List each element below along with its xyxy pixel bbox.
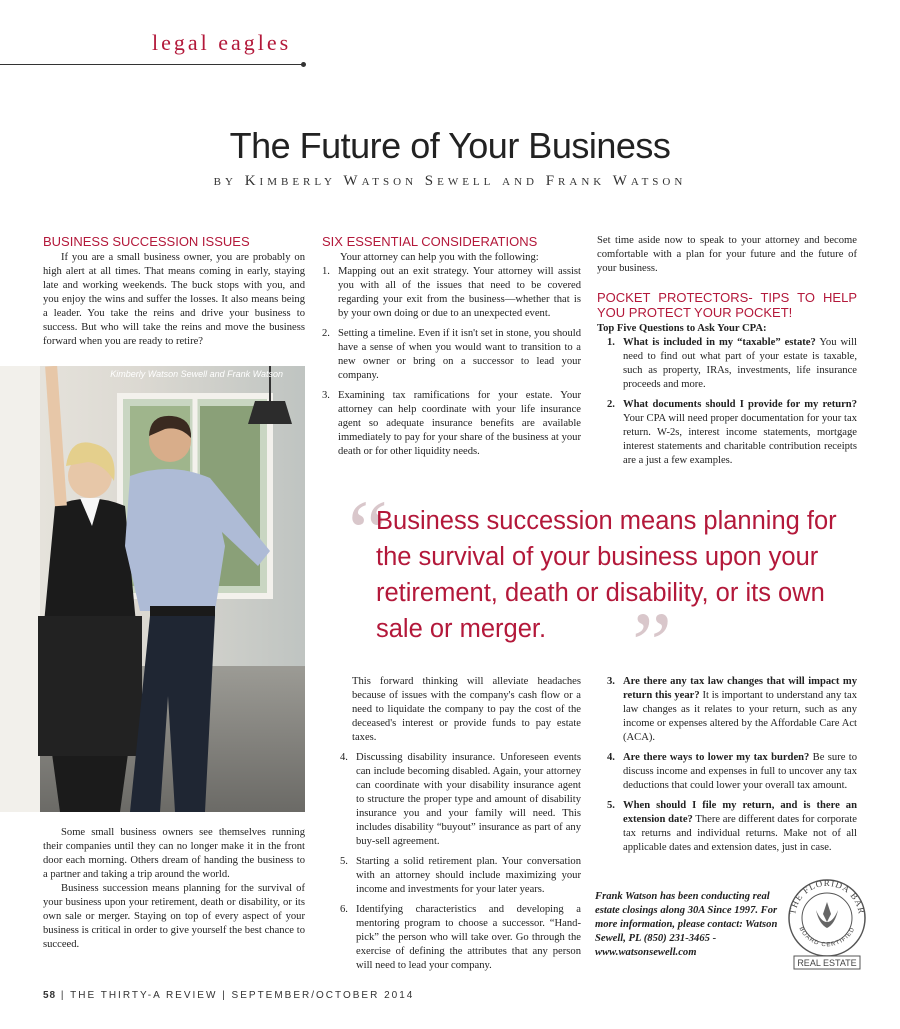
cpa-question-item: 3. Are there any tax law changes that will impact my return this year? It is important to understand any tax law changes as it relates to your return, such as any income or expenses altered by the Affordable Care Act (ACA). xyxy=(607,676,857,743)
heading-pocket-protectors: POCKET PROTECTORS- TIPS TO HELP YOU PROTECT YOUR POCKET! xyxy=(597,290,857,320)
close-quote-mark: ” xyxy=(632,595,672,694)
consideration-item: 2. Setting a timeline. Even if it isn't set in stone, you should have a sense of when you would want to transition to a new owner or bring on a successor to lead your company. xyxy=(322,328,581,381)
consideration-item: 1. Mapping out an exit strategy. Your attorney will assist you with all of the issues that need to be covered regarding your exit from the business—whether that is by your own doing or due to an unexpected event. xyxy=(322,266,581,319)
footer-separator: | xyxy=(60,990,66,1001)
cpa-question-item: 1. What is included in my “taxable” estate? You will need to find out what part of your estate is taxable, such as property, IRAs, investments, life insurance proceeds and more. xyxy=(607,337,857,390)
cpa-questions-list-a xyxy=(597,336,857,468)
cpa-question-item: 5. When should I file my return, and is there an extension date? There are different dates for corporate tax returns and individual returns. Make not of all applicable dates and extension dates, just in case. xyxy=(607,800,857,853)
cpa-question-item: 4. Are there ways to lower my tax burden? Be sure to discuss income and expenses in full to uncover any tax deductions that could lower your overall tax amount. xyxy=(607,752,857,791)
consideration-item: 6. Identifying characteristics and developing a mentoring program to choose a successor. “Hand-pick” the person who will take over. Go through the exercise of defining the attributes that any person will need to lead your company. xyxy=(340,904,581,971)
pull-quote: Business succession means planning for the survival of your business upon your retirement, death or disability, or its own sale or merger. xyxy=(376,507,837,643)
column-2-top xyxy=(322,234,581,465)
considerations-list-a xyxy=(322,265,581,459)
column-3-bottom xyxy=(607,675,857,861)
column-2-bottom xyxy=(340,675,581,979)
consideration-item: 4. Discussing disability insurance. Unforeseen events can include becoming disabled. Again, your attorney can coordinate with your disability insurance agent to structure the proper type and amount of disability insurance you and your family will need. This includes disability “buyout” insurance as part of any buy-sell agreement. xyxy=(340,752,581,847)
seal-graphic xyxy=(786,878,868,970)
byline: by Kimberly Watson Sewell and Frank Watson xyxy=(213,173,687,189)
col1-para3: Business succession means planning for the survival of your business upon your retirement, death or disability, or its own sale or merger. Staying on top of every aspect of your business is critical in order to give yourself the best chance to succeed. xyxy=(43,883,305,950)
consideration-item: 5. Starting a solid retirement plan. Your conversation with an attorney should include maximizing your income and investments for your later years. xyxy=(340,856,581,895)
cpa-questions-subheading: Top Five Questions to Ask Your CPA: xyxy=(597,323,767,334)
heading-succession-issues: BUSINESS SUCCESSION ISSUES xyxy=(43,234,250,249)
seal-label: REAL ESTATE xyxy=(797,958,857,968)
cpa-questions-list-b xyxy=(607,675,857,855)
section-label: legal eagles xyxy=(152,30,292,55)
col3-intro: Set time aside now to speak to your attorney and become comfortable with a plan for your future and the future of your business. xyxy=(597,235,857,274)
florida-bar-seal xyxy=(786,878,868,970)
article-title: The Future of Your Business xyxy=(229,125,671,166)
heading-six-considerations: SIX ESSENTIAL CONSIDERATIONS xyxy=(322,234,538,249)
author-photo xyxy=(0,366,305,812)
header-rule-dot xyxy=(301,62,306,67)
footer-publication: THE THIRTY-A REVIEW | SEPTEMBER/OCTOBER 2014 xyxy=(70,990,415,1001)
open-quote-mark: “ xyxy=(348,483,388,582)
header-rule xyxy=(0,64,303,65)
column-1-top xyxy=(43,234,305,349)
cpa-question-item: 2. What documents should I provide for my return? Your CPA will need proper documentation for your tax return. W-2s, interest income statements, mortgage interest statements and charitable contribution receipts are a just a few examples. xyxy=(607,399,857,466)
author-bio: Frank Watson has been conducting real estate closings along 30A Since 1997. For more information, please contact: Watson Sewell, PL (850) 231-3465 - www.watsonsewell.com xyxy=(595,891,778,958)
column-3-top xyxy=(597,234,857,474)
col2-cont: This forward thinking will alleviate headaches because of issues with the company's cash flow or a need to liquidate the company to pay the cost of the deceased's interest or provide funds to pay estate taxes. xyxy=(352,676,581,743)
consideration-item: 3. Examining tax ramifications for your estate. Your attorney can help coordinate with your life insurance agent so adequate insurance benefits are available immediately to pay for your share of the business at your death or for other liquidity needs. xyxy=(322,390,581,457)
seal-bottom-text: BOARD CERTIFIED xyxy=(797,926,857,949)
considerations-list-b xyxy=(340,751,581,973)
page-footer xyxy=(43,990,414,1001)
column-1-bottom xyxy=(43,826,305,952)
col2-intro: Your attorney can help you with the following: xyxy=(340,252,539,263)
col1-intro: If you are a small business owner, you are probably on high alert at all times. That means coming in early, staying late and working weekends. The buck stops with you, and you enjoy the wins and suffer the losses. It also means being a leader. You take the reins and drive your business to success. But who will take the reins and move the business forward when you are ready to retire? xyxy=(43,252,305,347)
col1-para2: Some small business owners see themselves running their companies until they can no longer make it in the front door each morning. Others dream of handing the business to a partner and taking a trip around the world. xyxy=(43,827,305,880)
photo-illustration xyxy=(0,366,305,812)
photo-caption: Kimberly Watson Sewell and Frank Watson xyxy=(110,369,283,379)
page-number: 58 xyxy=(43,990,57,1001)
seal-top-text: THE FLORIDA BAR xyxy=(787,878,867,916)
